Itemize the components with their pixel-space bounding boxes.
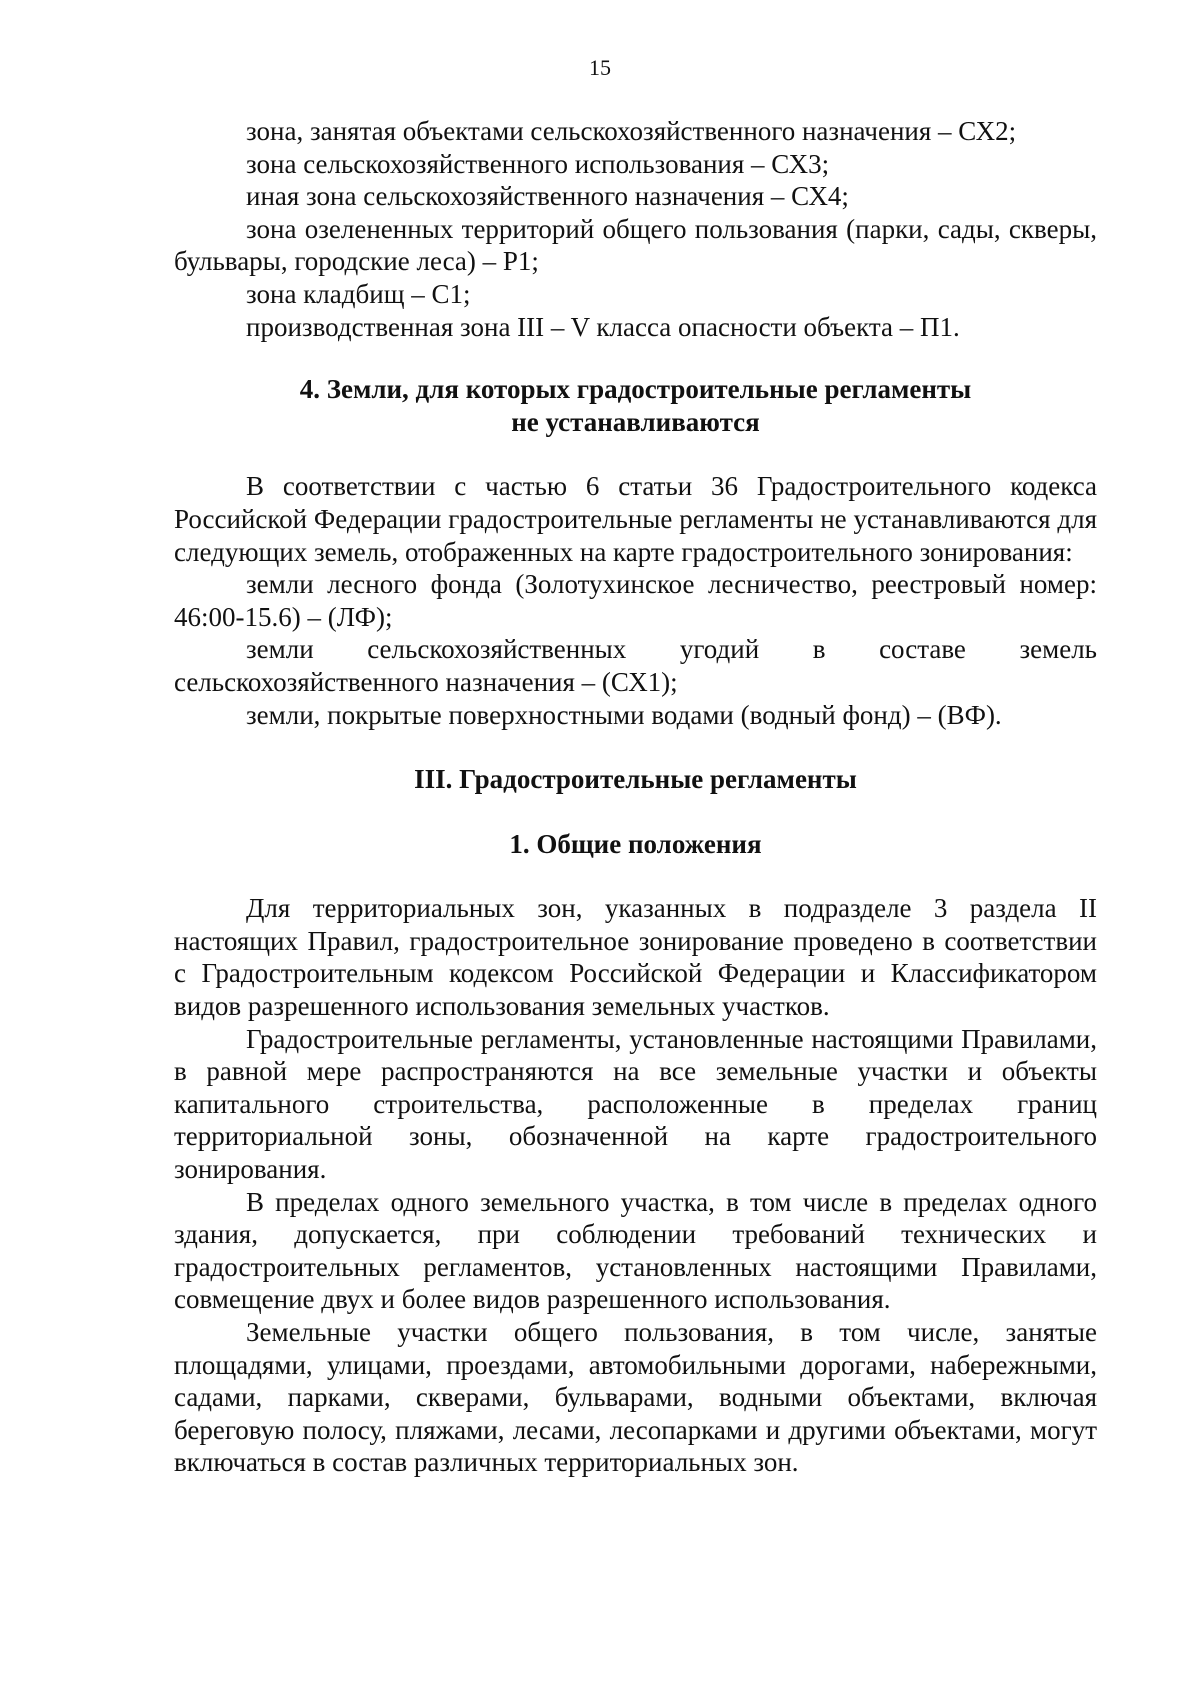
part-3-paragraph-2: Градостроительные регламенты, установленные настоящими Правилами, в равной мере распространяются на все земельные участки и объекты капитального строительства, расположенные в пределах границ территориальной зоны, обозначенной на карте градостроительного зонирования. xyxy=(174,1023,1097,1185)
section-4-item-water: земли, покрытые поверхностными водами (водный фонд) – (ВФ). xyxy=(246,699,1002,730)
section-4-intro: В соответствии с частью 6 статьи 36 Градостроительного кодекса Российской Федерации градостроительные регламенты не устанавливаются для следующих земель, отображенных на карте градостроительного зонирования: xyxy=(174,471,1097,567)
part-3-paragraph-1: Для территориальных зон, указанных в подразделе 3 раздела II настоящих Правил, градостроительное зонирование проведено в соответствии с Градостроительным кодексом Российской Федерации и Классификатором видов разрешенного использования земельных участков. xyxy=(174,893,1097,1022)
page-number: 15 xyxy=(589,55,611,80)
section-4-item-forest: земли лесного фонда (Золотухинское лесничество, реестровый номер: 46:00-15.6) – (ЛФ); xyxy=(174,569,1097,632)
zone-item-sh3: зона сельскохозяйственного использования – СХ3; xyxy=(246,148,830,179)
section-4-heading-line-2: не устанавливаются xyxy=(511,406,760,437)
zone-item-c1: зона кладбищ – С1; xyxy=(246,278,471,309)
zone-item-sh4: иная зона сельскохозяйственного назначения – СХ4; xyxy=(246,181,849,212)
zone-item-p1: производственная зона III – V класса опасности объекта – П1. xyxy=(246,311,960,342)
section-4-item-agricultural: земли сельскохозяйственных угодий в составе земель сельскохозяйственного назначения – (СХ1); xyxy=(174,634,1097,697)
section-4-heading-line-1: 4. Земли, для которых градостроительные регламенты xyxy=(299,374,972,405)
section-4-body xyxy=(174,470,1097,731)
zones-list xyxy=(174,115,1097,343)
section-4-heading xyxy=(174,373,1097,438)
zone-item-r1: зона озелененных территорий общего пользования (парки, сады, скверы, бульвары, городские леса) – Р1; xyxy=(174,213,1097,277)
part-3-paragraph-3: В пределах одного земельного участка, в том числе в пределах одного здания, допускается, при соблюдении требований технических и градостроительных регламентов, установленных настоящими Правилами, совмещение двух и более видов разрешенного использования. xyxy=(174,1186,1097,1315)
part-3-subheading: 1. Общие положения xyxy=(509,828,762,859)
zone-item-sh2: зона, занятая объектами сельскохозяйственного назначения – СХ2; xyxy=(246,116,1017,146)
part-3-paragraph-4: Земельные участки общего пользования, в том числе, занятые площадями, улицами, проездами, автомобильными дорогами, набережными, садами, парками, скверами, бульварами, водными объектами, включая береговую полосу, пляжами, лесами, лесопарками и другими объектами, могут включаться в состав различных территориальных зон. xyxy=(174,1317,1097,1478)
part-3-heading: III. Градостроительные регламенты xyxy=(414,764,857,795)
part-3-body xyxy=(174,892,1097,1479)
page-content xyxy=(174,115,1097,1479)
